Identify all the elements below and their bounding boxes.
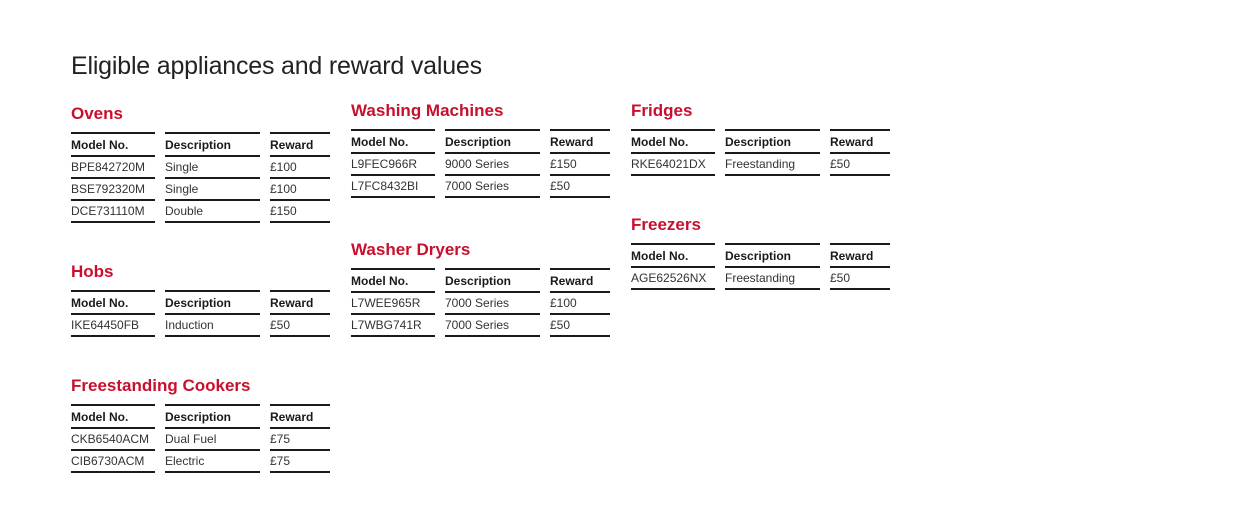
cell-model-no: BSE792320M [71,179,155,201]
cell-reward: £100 [270,157,330,179]
cell-description: 9000 Series [445,154,540,176]
page-title: Eligible appliances and reward values [71,52,482,80]
cell-description: Induction [165,315,260,337]
column-header-model-no: Model No. [631,129,715,154]
cell-model-no: L9FEC966R [351,154,435,176]
appliance-table [631,129,890,176]
cell-model-no: AGE62526NX [631,268,715,290]
section-freestanding-cookers [71,375,330,473]
cell-description: Single [165,179,260,201]
cell-description: Dual Fuel [165,429,260,451]
section-washer-dryers [351,239,610,337]
column-header-model-no: Model No. [351,268,435,293]
column-header-description: Description [725,129,820,154]
column-header-model-no: Model No. [71,290,155,315]
column-header-description: Description [445,268,540,293]
column-header-description: Description [165,404,260,429]
cell-reward: £150 [550,154,610,176]
cell-reward: £75 [270,451,330,473]
cell-reward: £50 [830,268,890,290]
column-header-model-no: Model No. [71,132,155,157]
appliance-table [71,132,330,223]
cell-reward: £50 [550,176,610,198]
cell-model-no: RKE64021DX [631,154,715,176]
cell-reward: £150 [270,201,330,223]
cell-reward: £75 [270,429,330,451]
appliance-table [351,129,610,198]
column-header-model-no: Model No. [631,243,715,268]
column-header-reward: Reward [550,129,610,154]
section-freezers [631,214,890,290]
section-washing-machines [351,100,610,198]
column-header-reward: Reward [270,404,330,429]
section-title: Washer Dryers [351,240,471,259]
appliance-table [351,268,610,337]
section-fridges [631,100,890,176]
cell-model-no: CIB6730ACM [71,451,155,473]
cell-model-no: BPE842720M [71,157,155,179]
column-header-reward: Reward [830,129,890,154]
column-header-reward: Reward [830,243,890,268]
column-header-model-no: Model No. [71,404,155,429]
cell-description: Freestanding [725,268,820,290]
cell-model-no: IKE64450FB [71,315,155,337]
cell-description: 7000 Series [445,176,540,198]
cell-description: Single [165,157,260,179]
section-title: Freestanding Cookers [71,376,251,395]
cell-model-no: CKB6540ACM [71,429,155,451]
cell-model-no: L7FC8432BI [351,176,435,198]
appliance-table [631,243,890,290]
cell-reward: £50 [550,315,610,337]
column-header-reward: Reward [270,132,330,157]
column-header-description: Description [725,243,820,268]
cell-description: Double [165,201,260,223]
cell-description: Freestanding [725,154,820,176]
cell-reward: £100 [550,293,610,315]
cell-model-no: L7WEE965R [351,293,435,315]
section-title: Freezers [631,215,701,234]
column-header-description: Description [165,290,260,315]
column-header-description: Description [165,132,260,157]
cell-description: 7000 Series [445,315,540,337]
appliance-table [71,290,330,337]
column-header-model-no: Model No. [351,129,435,154]
cell-model-no: L7WBG741R [351,315,435,337]
cell-reward: £50 [270,315,330,337]
column-header-description: Description [445,129,540,154]
section-hobs [71,261,330,337]
cell-reward: £50 [830,154,890,176]
section-ovens [71,103,330,223]
section-title: Hobs [71,262,114,281]
section-title: Fridges [631,101,693,120]
cell-description: Electric [165,451,260,473]
cell-reward: £100 [270,179,330,201]
section-title: Washing Machines [351,101,504,120]
cell-model-no: DCE731110M [71,201,155,223]
column-header-reward: Reward [270,290,330,315]
section-title: Ovens [71,104,123,123]
appliance-table [71,404,330,473]
column-header-reward: Reward [550,268,610,293]
cell-description: 7000 Series [445,293,540,315]
